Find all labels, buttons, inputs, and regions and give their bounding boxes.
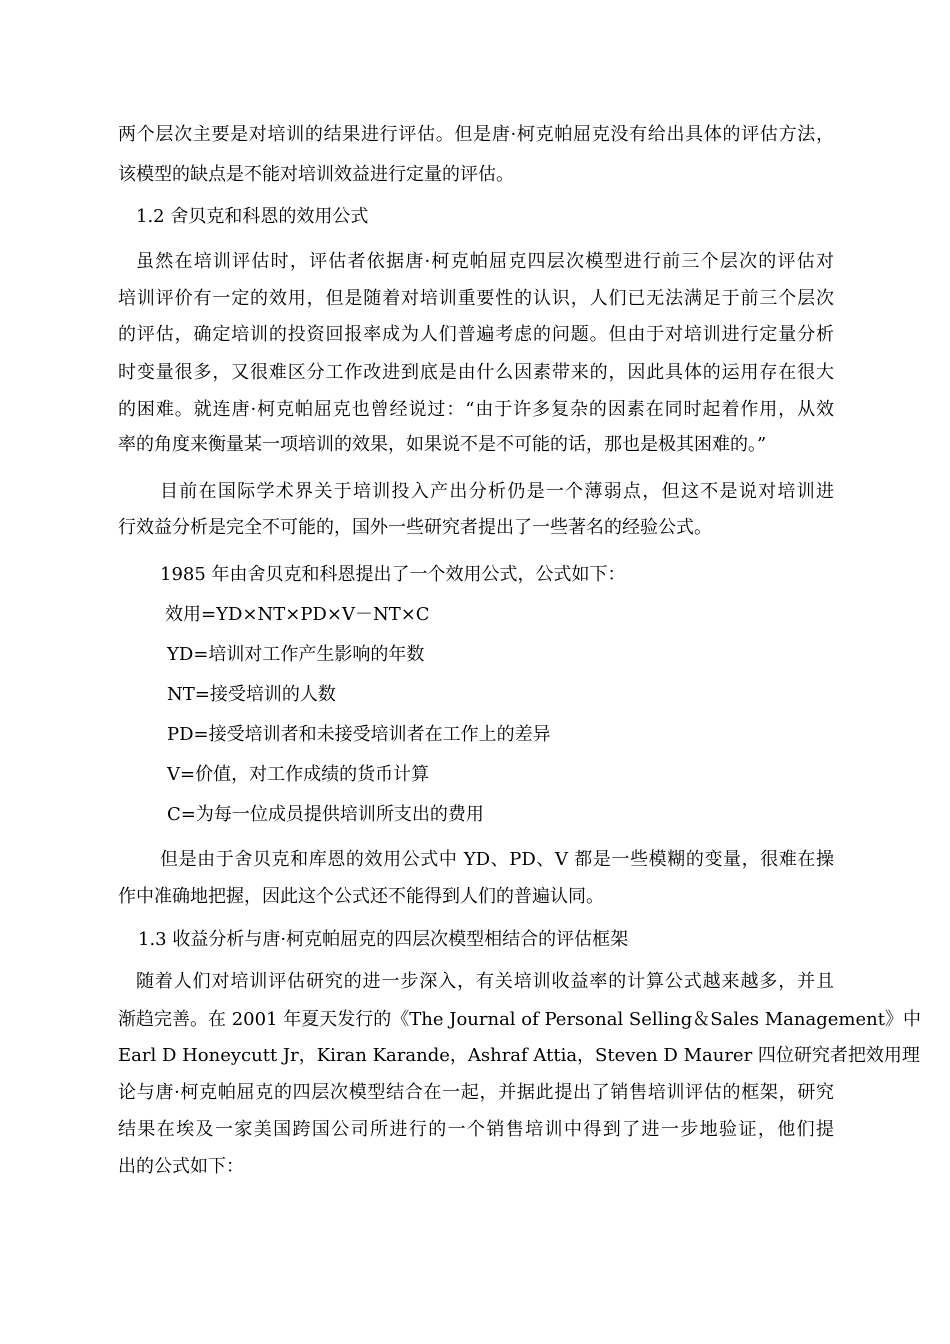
formula-yd: YD=培训对工作产生影响的年数 (167, 644, 425, 665)
paragraph-line: 虽然在培训评估时，评估者依据唐·柯克帕屈克四层次模型进行前三个层次的评估对 (136, 251, 834, 272)
paragraph-line: 行效益分析是完全不可能的，国外一些研究者提出了一些著名的经验公式。 (118, 517, 712, 538)
paragraph-line: 率的角度来衡量某一项培训的效果，如果说不是不可能的话，那也是极其困难的。” (118, 434, 767, 455)
paragraph-line: 渐趋完善。在 2001 年夏天发行的《The Journal of Personal Selling＆Sales Management》中 (118, 1009, 921, 1030)
formula-pd: PD=接受培训者和未接受培训者在工作上的差异 (167, 724, 551, 745)
paragraph-line: 论与唐·柯克帕屈克的四层次模型结合在一起，并据此提出了销售培训评估的框架，研究 (118, 1082, 834, 1103)
paragraph-line: 1985 年由舍贝克和科恩提出了一个效用公式，公式如下： (160, 564, 626, 585)
paragraph-line: 培训评价有一定的效用，但是随着对培训重要性的认识，人们已无法满足于前三个层次 (118, 288, 834, 309)
section-heading-1-2: 1.2 舍贝克和科恩的效用公式 (136, 206, 369, 227)
paragraph-line: 时变量很多，又很难区分工作改进到底是由什么因素带来的，因此具体的运用存在很大 (118, 362, 834, 383)
formula-c: C=为每一位成员提供培训所支出的费用 (167, 804, 484, 825)
paragraph-line: 该模型的缺点是不能对培训效益进行定量的评估。 (118, 164, 514, 185)
paragraph-line: 结果在埃及一家美国跨国公司所进行的一个销售培训中得到了进一步地验证，他们提 (118, 1119, 834, 1140)
formula-nt: NT=接受培训的人数 (167, 684, 336, 705)
paragraph-line: 目前在国际学术界关于培训投入产出分析仍是一个薄弱点，但这不是说对培训进 (160, 481, 834, 502)
paragraph-line: 随着人们对培训评估研究的进一步深入，有关培训收益率的计算公式越来越多，并且 (136, 971, 834, 992)
paragraph-line: Earl D Honeycutt Jr，Kiran Karande，Ashraf Attia，Steven D Maurer 四位研究者把效用理 (118, 1045, 920, 1066)
formula-main: 效用=YD×NT×PD×V－NT×C (165, 604, 430, 625)
paragraph-line: 的评估，确定培训的投资回报率成为人们普遍考虑的问题。但由于对培训进行定量分析 (118, 324, 834, 345)
paragraph-line: 作中准确地把握，因此这个公式还不能得到人们的普遍认同。 (118, 886, 604, 907)
formula-v: V=价值，对工作成绩的货币计算 (167, 764, 430, 785)
section-heading-1-3: 1.3 收益分析与唐·柯克帕屈克的四层次模型相结合的评估框架 (138, 929, 629, 950)
paragraph-line: 出的公式如下： (118, 1156, 244, 1177)
paragraph-line: 但是由于舍贝克和库恩的效用公式中 YD、PD、V 都是一些模糊的变量，很难在操 (160, 849, 834, 870)
paragraph-line: 两个层次主要是对培训的结果进行评估。但是唐·柯克帕屈克没有给出具体的评估方法， (118, 124, 834, 145)
paragraph-line: 的困难。就连唐·柯克帕屈克也曾经说过：“由于许多复杂的因素在同时起着作用，从效 (118, 399, 834, 420)
